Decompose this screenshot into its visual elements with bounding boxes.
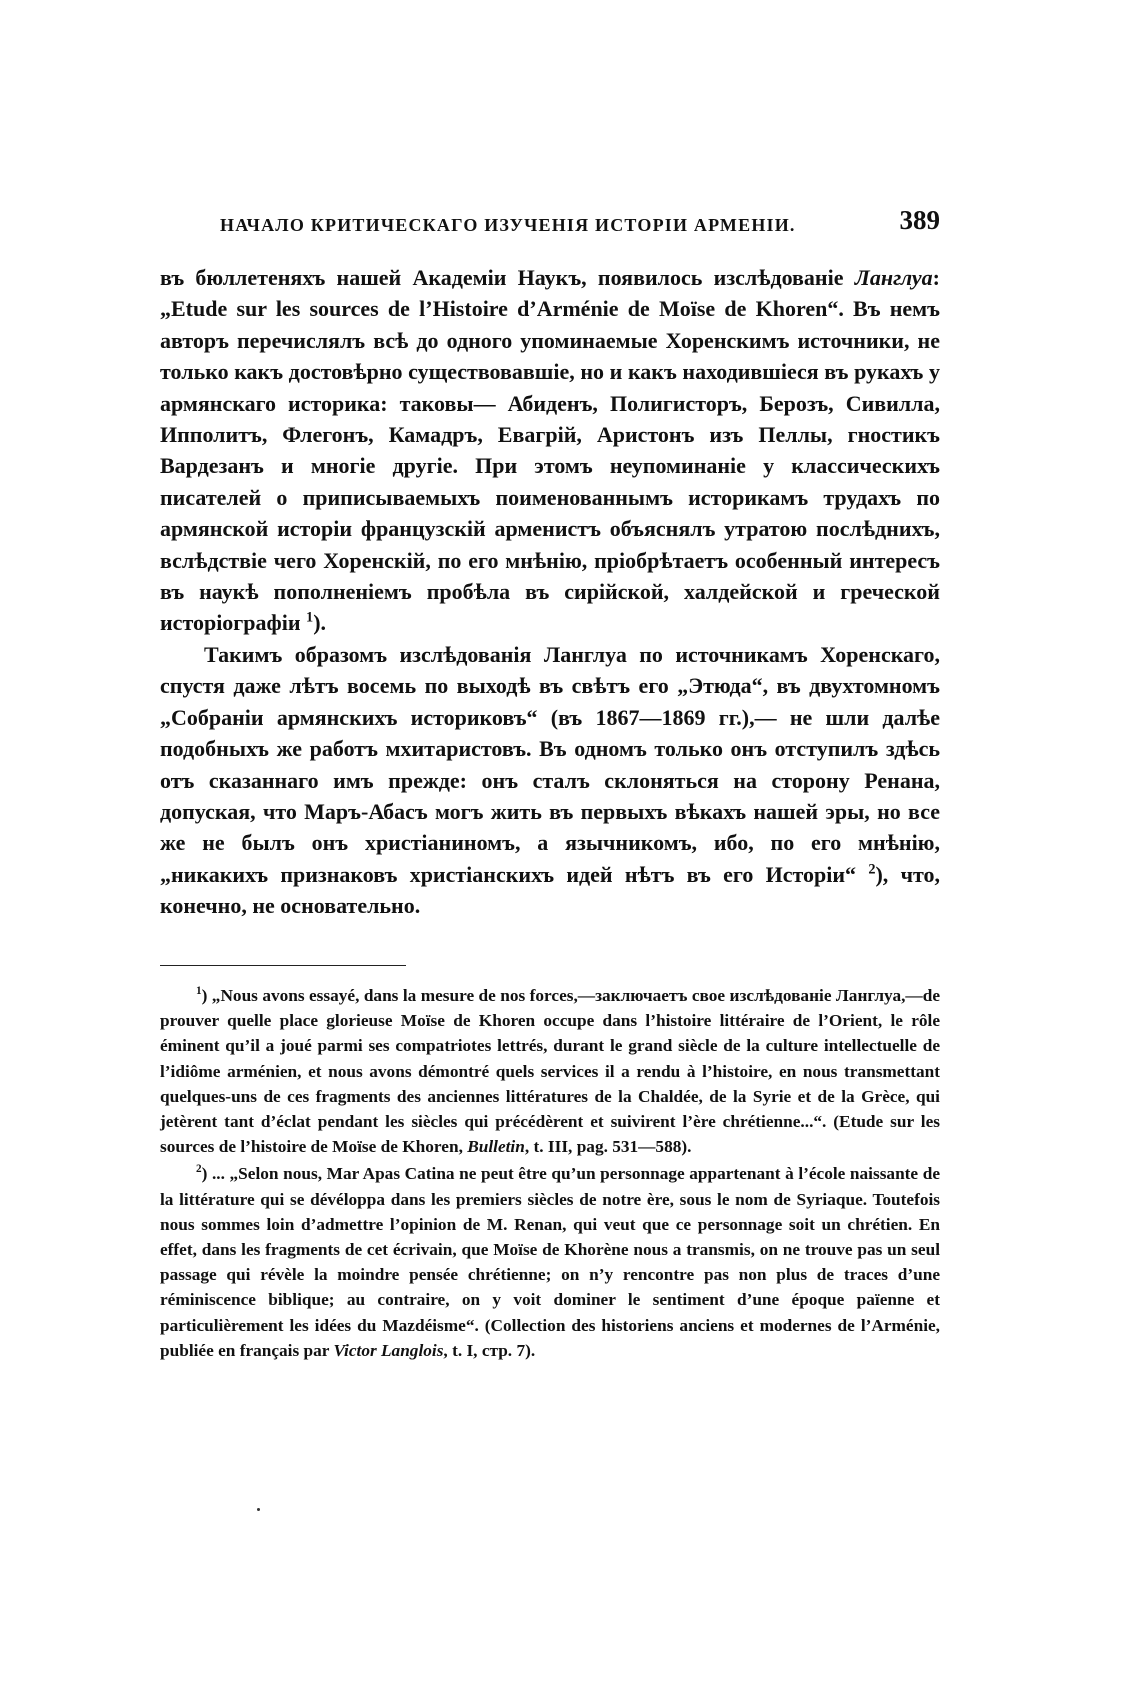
footnotes <box>160 983 940 1363</box>
paragraph-1-text-c: ). <box>313 610 327 636</box>
paragraph-2-text-a: Такимъ образомъ изслѣдованiя Ланглуа по источникамъ Хоренскаго, спустя даже лѣтъ восемь по выходѣ въ свѣтъ его „Этюда“, въ двухтомномъ „Собранiи армянскихъ историковъ“ (въ 1867—1869 гг.),— не шли далѣе подобныхъ же работъ мхитаристовъ. Въ одномъ только онъ отступилъ здѣсь отъ сказаннаго имъ прежде: онъ сталъ склоняться на сторону Ренана, допуская, что Маръ-Абасъ могъ жить въ первыхъ вѣкахъ нашей эры, но все же не былъ онъ христiаниномъ, а язычникомъ, ибо, по его мнѣнiю, „никакихъ признаковъ христiанскихъ идей нѣтъ въ его Исторiи“ <box>160 641 940 887</box>
paragraph-1-text-a: въ бюллетеняхъ нашей Академiи Наукъ, появилось изслѣдованiе <box>160 265 855 290</box>
footnote-2-text-b: , t. I, стр. 7). <box>443 1340 536 1360</box>
paragraph-2 <box>160 639 940 922</box>
page-number: 389 <box>899 205 940 235</box>
footnote-1 <box>160 983 940 1159</box>
paragraph-2-text-b: ), что, конечно, не основательно. <box>160 861 940 919</box>
footnote-ref-2: 2 <box>868 861 876 878</box>
footnote-1-mark: 1 <box>196 985 202 998</box>
footnote-2-italic: Victor Langlois <box>333 1340 444 1360</box>
footnote-2-mark: 2 <box>196 1163 202 1176</box>
footnote-2-text-a: ) ... „Selon nous, Mar Apas Catina ne peut être qu’un personnage appartenant à l’école naissante de la littérature qui se dévéloppa dans les premiers siècles de notre ère, sous le nom de Syriaque. Toutefois nous sommes loin d’admettre l’opinion de M. Renan, qui veut que ce personnage soit un chrétien. En effet, dans les fragments de cet écrivain, que Moïse de Khorène nous a transmis, on ne trouve pas un seul passage qui révèle la moindre pensée chrétienne; on n’y rencontre pas non plus de traces d’une réminiscence biblique; au contraire, on y voit dominer le sentiment d’une époque païenne et particulièrement les idées du Mazdéisme“. (Collection des historiens anciens et modernes de l’Arménie, publiée en français par <box>160 1164 940 1360</box>
page-header <box>220 203 940 243</box>
footnote-1-text-a: ) „Nous avons essayé, dans la mesure de nos forces,—заключаетъ свое изслѣдованiе Ланглуа,—de prouver quelle place glorieuse Moïse de Khoren occupe dans l’histoire littéraire de l’Orient, le rôle éminent qu’il a joué parmi ses compatriotes lettrés, durant le grand siècle de la culture intellectuelle de l’idiôme arménien, et nous avons démontré quels services il a rendu à l’histoire, en nous transmettant quelques-uns de ces fragments des anciennes littératures de la Chaldée, de la Syrie et de la Grèce, qui jetèrent tant d’éclat pendant les siècles qui précédèrent et suivirent l’ère chrétienne...“. (Etude sur les sources de l’histoire de Moïse de Khoren, <box>160 986 940 1157</box>
footnote-2 <box>160 1161 940 1363</box>
footnote-separator <box>160 965 406 966</box>
footnote-1-text-b: , t. III, pag. 531—588). <box>524 1137 692 1157</box>
stray-ink-dot <box>257 1508 260 1511</box>
author-name: Ланглуа <box>854 265 933 290</box>
footnote-1-italic: Bulletin <box>467 1137 525 1157</box>
paragraph-1-text-b: : „Etude sur les sources de l’Histoire d’Arménie de Moïse de Khoren“. Въ немъ авторъ перечислялъ всѣ до одного упоминаемые Хоренскимъ источники, не только какъ достовѣрно существовавшiе, но и какъ находившiеся въ рукахъ у армянскаго историка: таковы— Абиденъ, Полигисторъ, Берозъ, Сивилла, Ипполитъ, Флегонъ, Камадръ, Евагрiй, Аристонъ изъ Пеллы, гностикъ Вардезанъ и многiе другiе. При этомъ неупоминанiе у классическихъ писателей о приписываемыхъ поименованнымъ историкамъ трудахъ по армянской исторiи французскiй арменистъ объяснялъ утратою послѣднихъ, вслѣдствiе чего Хоренскiй, по его мнѣнiю, прiобрѣтаетъ особенный интересъ въ наукѣ пополненiемъ пробѣла въ сирiйской, халдейской и греческой исторiографiи <box>160 265 940 636</box>
running-title: НАЧАЛО КРИТИЧЕСКАГО ИЗУЧЕНIЯ ИСТОРIИ АРМЕНIИ. <box>220 215 796 235</box>
footnote-ref-1: 1 <box>306 610 314 627</box>
main-text <box>160 262 940 922</box>
paragraph-1 <box>160 262 940 639</box>
